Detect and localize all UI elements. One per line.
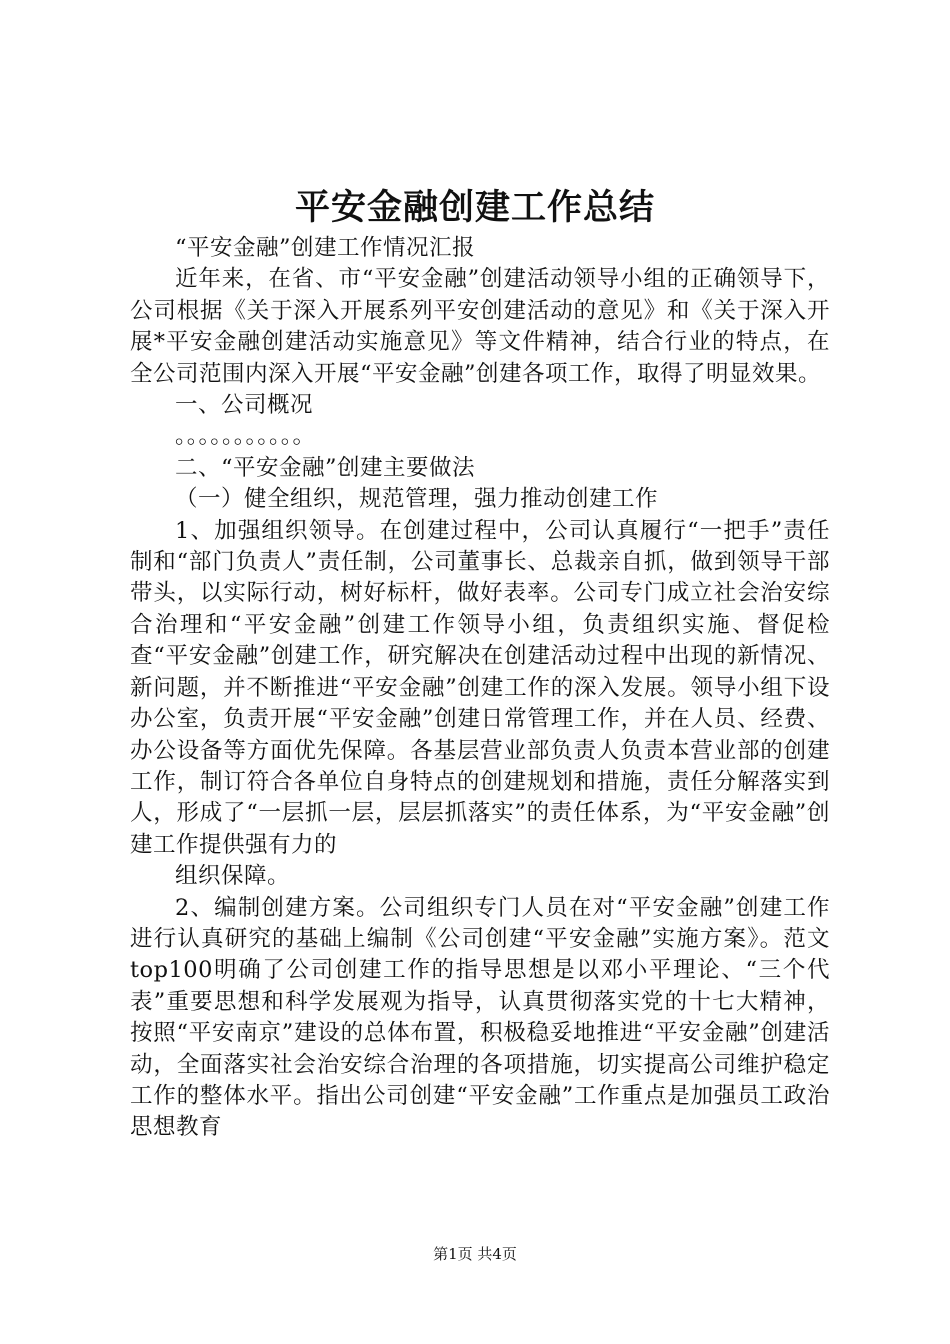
intro-paragraph: 近年来，在省、市“平安金融”创建活动领导小组的正确领导下，公司根据《关于深入开展系列平安创建活动的意见》和《关于深入开展*平安金融创建活动实施意见》等文件精神，结合行业的特点，在全公司范围内深入开展“平安金融”创建各项工作，取得了明显效果。	[130, 266, 830, 387]
subsection-heading: （一）健全组织，规范管理，强力推动创建工作	[175, 486, 659, 513]
document-body	[130, 233, 830, 1144]
paragraph-plan: 2、编制创建方案。公司组织专门人员在对“平安金融”创建工作进行认真研究的基础上编制《公司创建“平安金融”实施方案》。范文top100明确了公司创建工作的指导思想是以邓小平理论、“三个代表”重要思想和科学发展观为指导，认真贯彻落实党的十七大精神，按照“平安南京”建设的总体布置，积极稳妥地推进“平安金融”创建活动，全面落实社会治安综合治理的各项措施，切实提高公司维护稳定工作的整体水平。指出公司创建“平安金融”工作重点是加强员工政治思想教育	[130, 894, 830, 1141]
section-heading-practices: 二、“平安金融”创建主要做法	[175, 454, 476, 481]
document-title: 平安金融创建工作总结	[294, 187, 655, 228]
paragraph-organization: 1、加强组织领导。在创建过程中，公司认真履行“一把手”责任制和“部门负责人”责任制，公司董事长、总裁亲自抓，做到领导干部带头，以实际行动，树好标杆，做好表率。公司专门成立社会治安综合治理和“平安金融”创建工作领导小组，负责组织实施、督促检查“平安金融”创建工作，研究解决在创建活动过程中出现的新情况、新问题，并不断推进“平安金融”创建工作的深入发展。领导小组下设办公室，负责开展“平安金融”创建日常管理工作，并在人员、经费、办公设备等方面优先保障。各基层营业部负责人负责本营业部的创建工作，制订符合各单位自身特点的创建规划和措施，责任分解落实到人，形成了“一层抓一层，层层抓落实”的责任体系，为“平安金融”创建工作提供强有力的	[130, 517, 830, 858]
placeholder-dots: 。。。。。。。。。。。	[175, 423, 316, 450]
paragraph-organization-end: 组织保障。	[175, 863, 291, 890]
section-heading-overview: 一、公司概况	[175, 392, 314, 419]
report-subtitle: “平安金融”创建工作情况汇报	[175, 235, 476, 261]
page-number-footer: 第1页 共4页	[433, 1245, 517, 1263]
